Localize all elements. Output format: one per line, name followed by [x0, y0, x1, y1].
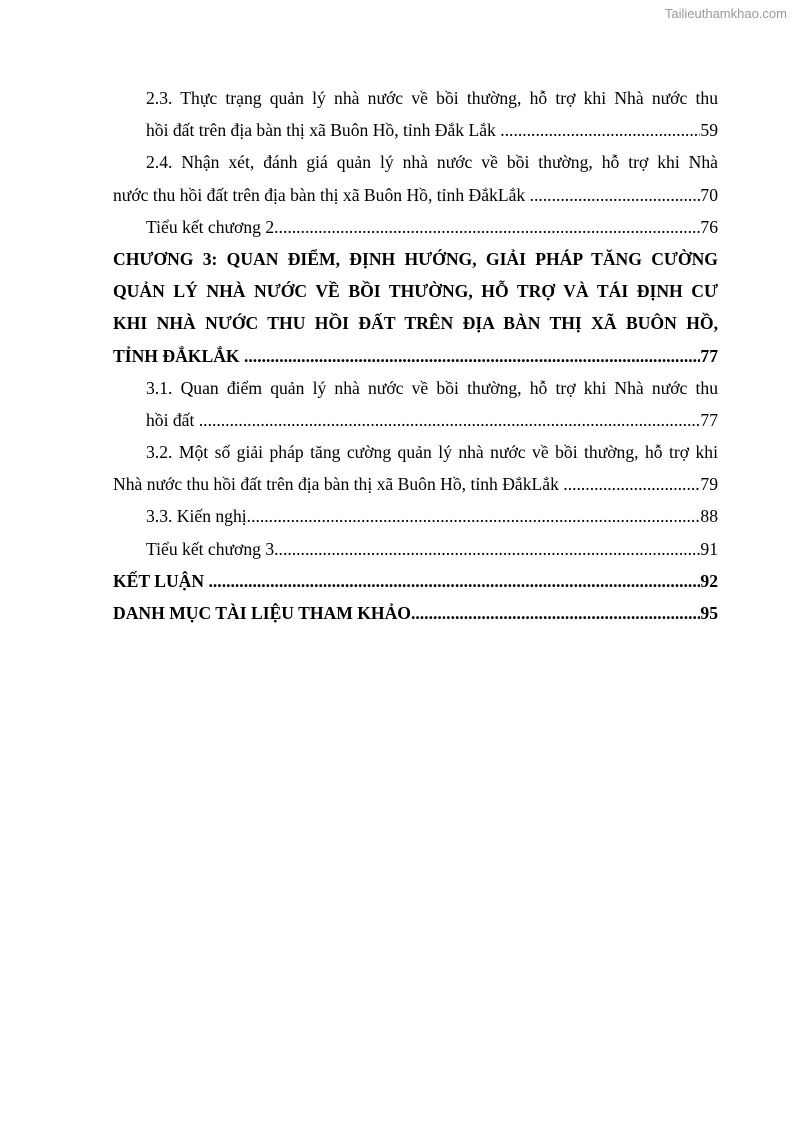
dot-leader	[209, 565, 701, 597]
toc-entry-2-4-line2[interactable]	[113, 179, 718, 211]
page-number: 95	[700, 603, 718, 623]
toc-entry-conclusion[interactable]	[113, 565, 718, 597]
dot-leader	[244, 340, 700, 372]
page-number: 92	[700, 570, 718, 591]
toc-chapter-3-line3: KHI NHÀ NƯỚC THU HỒI ĐẤT TRÊN ĐỊA BÀN THỊ XÃ BUÔN HỒ,	[113, 313, 718, 334]
toc-entry-summary-chapter-3[interactable]	[113, 533, 718, 565]
dot-leader	[274, 533, 700, 565]
toc-entry-3-3[interactable]	[113, 500, 718, 532]
toc-chapter-3-line1: CHƯƠNG 3: QUAN ĐIỂM, ĐỊNH HƯỚNG, GIẢI PHÁP TĂNG CƯỜNG	[113, 248, 718, 269]
toc-entry-text: nước thu hồi đất trên địa bàn thị xã Buôn Hồ, tỉnh ĐắkLắk	[113, 184, 530, 205]
watermark: Tailieuthamkhao.com	[664, 6, 787, 21]
toc-entry-text: Tiểu kết chương 2	[146, 216, 275, 237]
page-number: 91	[700, 538, 718, 559]
dot-leader	[563, 468, 700, 500]
toc-entry-text: Nhà nước thu hồi đất trên địa bàn thị xã Buôn Hồ, tỉnh ĐắkLắk	[113, 474, 564, 495]
page-number: 88	[700, 506, 718, 527]
dot-leader	[500, 114, 700, 146]
toc-entry-2-4-line1: 2.4. Nhận xét, đánh giá quản lý nhà nước về bồi thường, hỗ trợ khi Nhà	[146, 152, 718, 173]
page-number: 79	[700, 474, 718, 495]
page-number: 77	[700, 409, 718, 430]
toc-entry-references[interactable]	[113, 597, 718, 629]
toc-entry-text: KẾT LUẬN	[113, 570, 209, 591]
dot-leader	[530, 179, 701, 211]
page-number: 70	[700, 184, 718, 205]
table-of-contents	[113, 82, 718, 629]
toc-entry-3-2-line2[interactable]	[113, 468, 718, 500]
toc-entry-text: TỈNH ĐẮKLẮK	[113, 345, 244, 366]
page-number: 77	[700, 345, 718, 366]
toc-entry-2-3-line2[interactable]	[113, 114, 718, 146]
toc-entry-3-2-line1: 3.2. Một số giải pháp tăng cường quản lý nhà nước về bồi thường, hỗ trợ khi	[146, 442, 718, 463]
toc-chapter-3-line4[interactable]	[113, 340, 718, 372]
toc-entry-text: 3.3. Kiến nghị	[146, 506, 247, 527]
toc-entry-text: DANH MỤC TÀI LIỆU THAM KHẢO	[113, 603, 411, 623]
toc-entry-summary-chapter-2[interactable]	[113, 211, 718, 243]
page-number: 76	[700, 216, 718, 237]
toc-entry-text: Tiểu kết chương 3	[146, 538, 275, 559]
dot-leader	[274, 211, 700, 243]
toc-entry-text: hồi đất	[146, 409, 199, 430]
toc-entry-text: hồi đất trên địa bàn thị xã Buôn Hồ, tỉnh Đắk Lắk	[146, 120, 501, 141]
dot-leader	[411, 597, 700, 629]
toc-entry-3-1-line1: 3.1. Quan điểm quản lý nhà nước về bồi thường, hỗ trợ khi Nhà nước thu	[146, 377, 718, 398]
dot-leader	[247, 500, 701, 532]
toc-entry-3-1-line2[interactable]	[113, 404, 718, 436]
toc-entry-2-3-line1: 2.3. Thực trạng quản lý nhà nước về bồi thường, hỗ trợ khi Nhà nước thu	[146, 88, 718, 108]
dot-leader	[199, 404, 701, 436]
toc-chapter-3-line2: QUẢN LÝ NHÀ NƯỚC VỀ BỒI THƯỜNG, HỖ TRỢ VÀ TÁI ĐỊNH CƯ	[113, 281, 718, 302]
page-number: 59	[700, 120, 718, 141]
